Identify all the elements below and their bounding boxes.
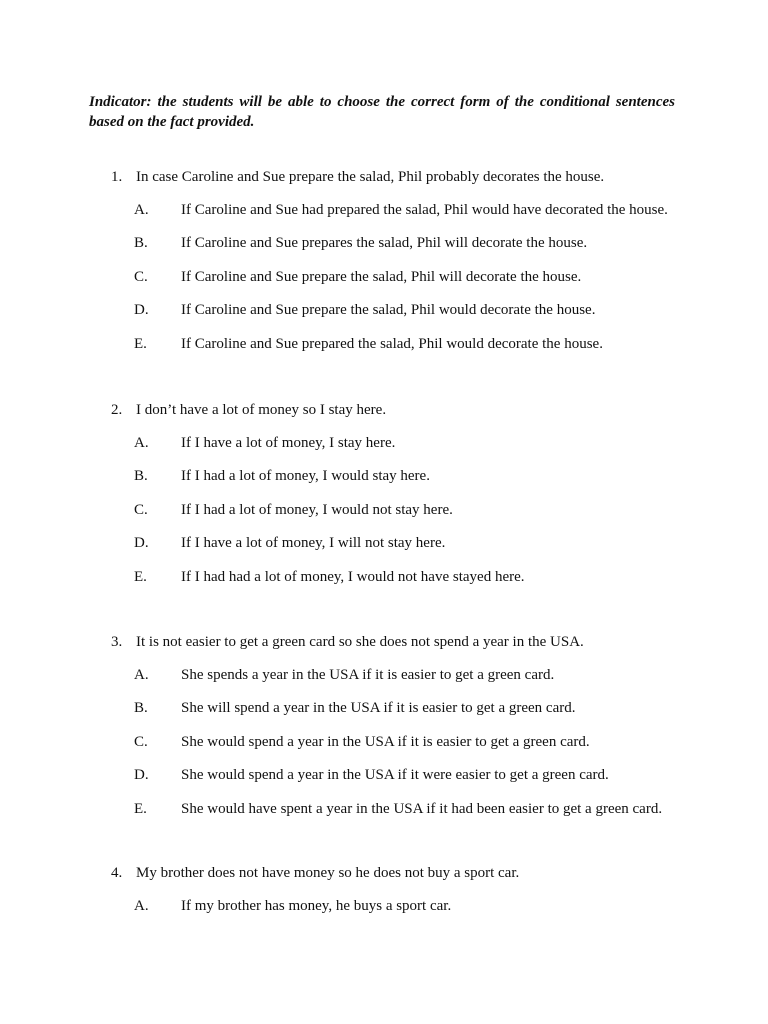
option-letter: A.	[134, 898, 149, 914]
option-letter: A.	[134, 667, 149, 683]
option-text: If my brother has money, he buys a sport car.	[181, 898, 452, 914]
question-text: In case Caroline and Sue prepare the salad, Phil probably decorates the house.	[136, 169, 605, 185]
option-letter: D.	[134, 302, 149, 318]
question-number: 2.	[111, 402, 123, 418]
option-text: If Caroline and Sue prepares the salad, Phil will decorate the house.	[181, 235, 588, 251]
option-letter: B.	[134, 700, 148, 716]
option-text: If Caroline and Sue prepared the salad, Phil would decorate the house.	[181, 336, 603, 352]
option-letter: A.	[134, 202, 149, 218]
option-letter: B.	[134, 468, 148, 484]
option-text: She would spend a year in the USA if it is easier to get a green card.	[181, 734, 590, 750]
question-number: 1.	[111, 169, 123, 185]
option-text: She spends a year in the USA if it is easier to get a green card.	[181, 667, 555, 683]
option-text: If I had a lot of money, I would not stay here.	[181, 502, 453, 518]
question-text: My brother does not have money so he does not buy a sport car.	[136, 865, 520, 881]
option-text: She will spend a year in the USA if it is easier to get a green card.	[181, 700, 576, 716]
option-letter: C.	[134, 269, 148, 285]
option-text: If Caroline and Sue prepare the salad, Phil would decorate the house.	[181, 302, 596, 318]
option-letter: C.	[134, 734, 148, 750]
option-text: If I have a lot of money, I stay here.	[181, 435, 396, 451]
option-letter: B.	[134, 235, 148, 251]
option-letter: E.	[134, 336, 147, 352]
option-letter: C.	[134, 502, 148, 518]
option-letter: D.	[134, 535, 149, 551]
option-letter: E.	[134, 569, 147, 585]
option-letter: A.	[134, 435, 149, 451]
question-number: 3.	[111, 634, 123, 650]
option-text: She would spend a year in the USA if it were easier to get a green card.	[181, 767, 609, 783]
question-text: I don’t have a lot of money so I stay here.	[136, 402, 387, 418]
question-text: It is not easier to get a green card so she does not spend a year in the USA.	[136, 634, 584, 650]
option-letter: E.	[134, 801, 147, 817]
option-text: If I had had a lot of money, I would not have stayed here.	[181, 569, 525, 585]
option-text: If Caroline and Sue prepare the salad, Phil will decorate the house.	[181, 269, 582, 285]
option-text: If Caroline and Sue had prepared the salad, Phil would have decorated the house.	[181, 202, 668, 218]
option-text: She would have spent a year in the USA if it had been easier to get a green card.	[181, 801, 663, 817]
option-letter: D.	[134, 767, 149, 783]
indicator-text: Indicator: the students will be able to choose the correct form of the conditional sentences based on the fact provided.	[89, 94, 675, 130]
option-text: If I had a lot of money, I would stay here.	[181, 468, 430, 484]
question-number: 4.	[111, 865, 123, 881]
option-text: If I have a lot of money, I will not stay here.	[181, 535, 446, 551]
